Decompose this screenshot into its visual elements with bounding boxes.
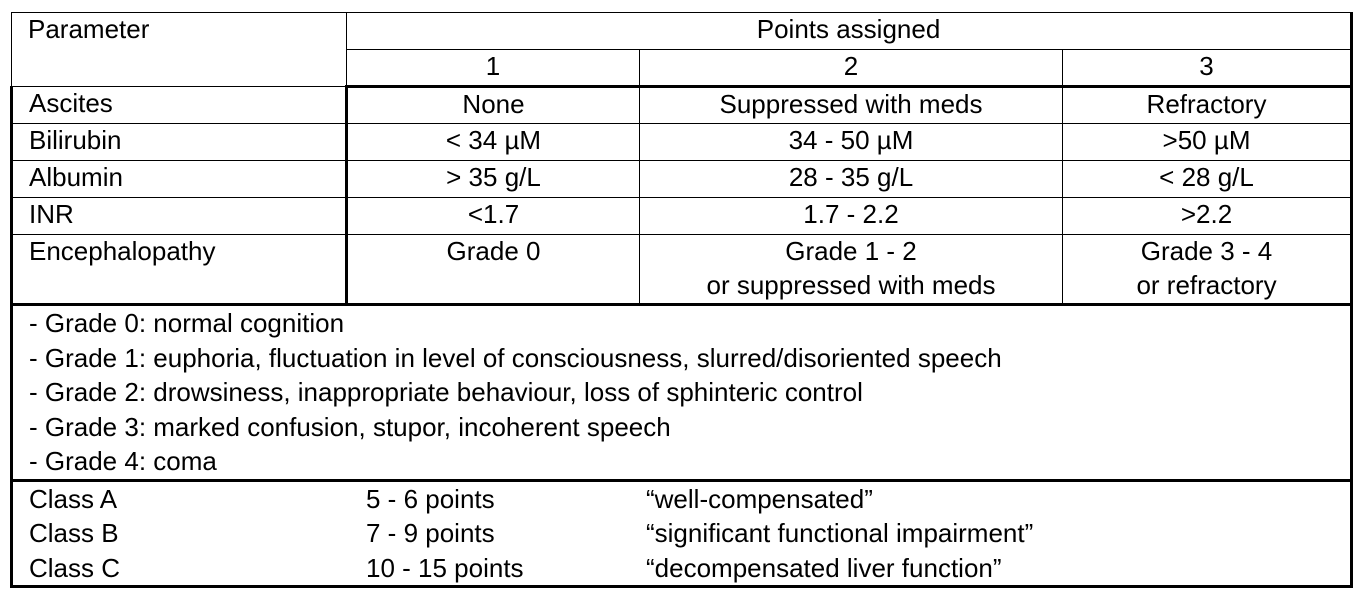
row-parameter: Albumin — [12, 161, 347, 198]
class-name: Class A — [29, 483, 118, 514]
row-parameter: Ascites — [12, 87, 347, 124]
grade-note: - Grade 3: marked confusion, stupor, incoherent speech — [29, 411, 671, 442]
row-parameter: Bilirubin — [12, 124, 347, 161]
points-2-header: 2 — [640, 50, 1063, 87]
row-points-2: 28 - 35 g/L — [640, 161, 1063, 198]
grade-note: - Grade 0: normal cognition — [29, 308, 345, 338]
table-row — [12, 124, 1352, 161]
table-row — [12, 235, 1352, 305]
row-points-1: Grade 0 — [347, 235, 640, 305]
class-points: 10 - 15 points — [366, 552, 524, 583]
grade-note: - Grade 1: euphoria, fluctuation in level of consciousness, slurred/disoriented speech — [29, 342, 1002, 373]
row-points-3-line2: or refractory — [1136, 269, 1277, 300]
row-points-2-line2: or suppressed with meds — [706, 269, 996, 300]
row-points-1: > 35 g/L — [347, 161, 640, 198]
row-parameter: INR — [12, 198, 347, 235]
row-points-2: 34 - 50 µM — [640, 124, 1063, 161]
class-points: 7 - 9 points — [366, 518, 495, 548]
table-row — [12, 161, 1352, 198]
points-assigned-header: Points assigned — [347, 13, 1352, 50]
row-points-1: <1.7 — [347, 198, 640, 235]
grade-note: - Grade 4: coma — [29, 446, 217, 476]
row-points-3-line1: Grade 3 - 4 — [1140, 236, 1273, 266]
class-name: Class C — [29, 552, 121, 583]
row-points-2: Suppressed with meds — [640, 87, 1063, 124]
row-points-1: < 34 µM — [347, 124, 640, 161]
row-points-3 — [1063, 235, 1352, 305]
class-points: 5 - 6 points — [366, 483, 495, 514]
class-description: “significant functional impairment” — [646, 518, 1034, 548]
class-item — [29, 551, 1350, 586]
table-row — [12, 87, 1352, 124]
points-1-header: 1 — [347, 50, 640, 87]
row-points-2-line1: Grade 1 - 2 — [785, 236, 917, 266]
parameter-header: Parameter — [12, 13, 347, 87]
class-summary — [12, 480, 1352, 587]
class-item — [29, 516, 1350, 551]
header-row — [12, 13, 1352, 50]
row-points-3: >50 µM — [1063, 124, 1352, 161]
row-points-1: None — [347, 87, 640, 124]
grade-note: - Grade 2: drowsiness, inappropriate behaviour, loss of sphinteric control — [29, 377, 863, 407]
row-points-2: 1.7 - 2.2 — [640, 198, 1063, 235]
points-3-header: 3 — [1063, 50, 1352, 87]
row-points-2 — [640, 235, 1063, 305]
row-points-3: < 28 g/L — [1063, 161, 1352, 198]
grade-notes-row — [12, 305, 1352, 481]
classes-row — [12, 480, 1352, 587]
row-parameter: Encephalopathy — [12, 235, 347, 305]
row-points-3: Refractory — [1063, 87, 1352, 124]
class-item — [29, 482, 1350, 517]
class-description: “well-compensated” — [646, 483, 873, 514]
class-name: Class B — [29, 518, 119, 548]
row-points-3: >2.2 — [1063, 198, 1352, 235]
child-pugh-table — [10, 12, 1353, 588]
table-row — [12, 198, 1352, 235]
class-description: “decompensated liver function” — [646, 552, 1002, 583]
grade-notes — [12, 305, 1352, 481]
